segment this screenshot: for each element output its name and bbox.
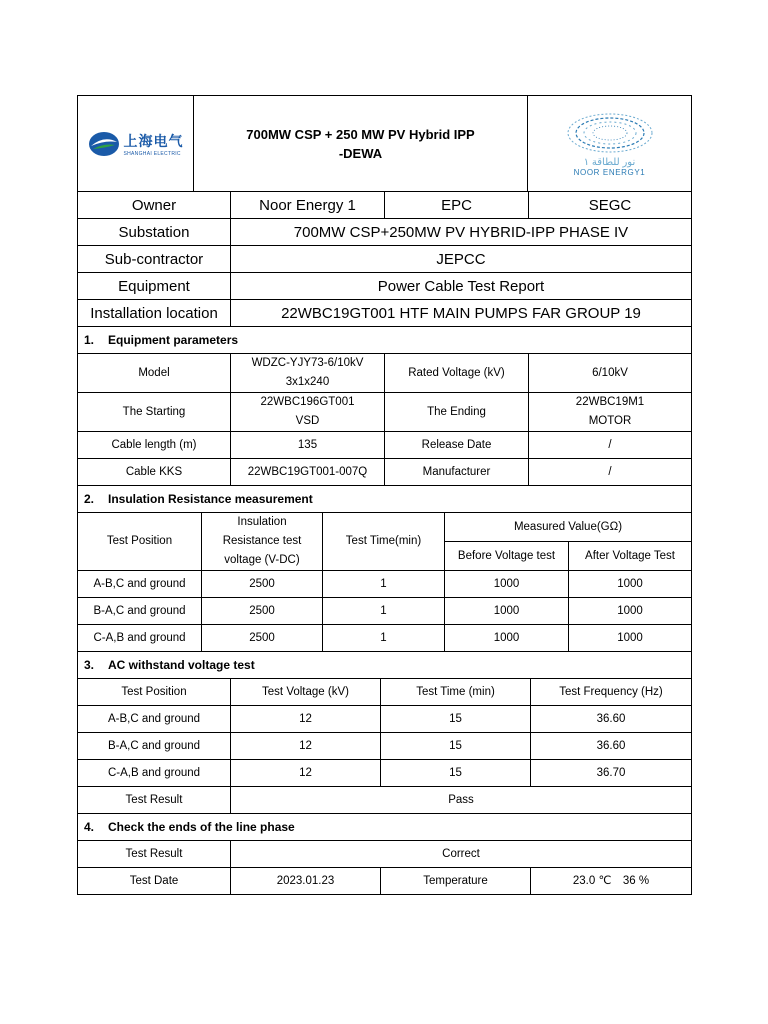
table-row — [78, 625, 692, 652]
manufacturer-label: Manufacturer — [385, 459, 529, 486]
table-row — [78, 571, 692, 598]
general-info-table — [77, 191, 692, 486]
phase-result-row — [78, 841, 692, 868]
section3-heading — [78, 652, 692, 679]
ac-time: 15 — [381, 733, 531, 760]
col-measured-value: Measured Value(GΩ) — [445, 513, 692, 542]
starting-value-line2: VSD — [295, 415, 320, 427]
ir-voltage: 2500 — [202, 598, 323, 625]
ir-time: 1 — [323, 571, 445, 598]
section2-title: Insulation Resistance measurement — [108, 492, 313, 506]
model-row — [78, 354, 692, 393]
temperature-value: 23.0 ℃ 36 % — [531, 868, 692, 895]
ir-after: 1000 — [569, 571, 692, 598]
temperature-label: Temperature — [381, 868, 531, 895]
cable-kks-row — [78, 459, 692, 486]
section2-heading — [78, 486, 692, 513]
manufacturer-value: / — [529, 459, 692, 486]
ending-value-line2: MOTOR — [588, 415, 632, 427]
col-ac-time: Test Time (min) — [381, 679, 531, 706]
epc-value: SEGC — [529, 192, 692, 219]
ir-after: 1000 — [569, 598, 692, 625]
ir-before: 1000 — [445, 598, 569, 625]
insulation-header-row — [78, 513, 692, 542]
ac-frequency: 36.60 — [531, 706, 692, 733]
client-logo-arabic: نور للطاقة ١ — [583, 156, 636, 168]
test-date-label: Test Date — [78, 868, 231, 895]
cable-length-value: 135 — [231, 432, 385, 459]
equipment-label: Equipment — [78, 273, 231, 300]
col-test-voltage-line3: voltage (V-DC) — [224, 554, 300, 566]
ac-time: 15 — [381, 760, 531, 787]
starting-value-line1: 22WBC196GT001 — [260, 396, 355, 408]
ir-time: 1 — [323, 625, 445, 652]
owner-value: Noor Energy 1 — [231, 192, 385, 219]
location-value: 22WBC19GT001 HTF MAIN PUMPS FAR GROUP 19 — [231, 300, 692, 327]
ac-withstand-table — [77, 651, 692, 895]
ending-value — [529, 393, 692, 432]
cable-kks-value: 22WBC19GT001-007Q — [231, 459, 385, 486]
test-report-sheet — [77, 95, 691, 895]
col-ac-position: Test Position — [78, 679, 231, 706]
section1-title: Equipment parameters — [108, 333, 239, 347]
client-logo-cell — [528, 96, 692, 192]
equipment-value: Power Cable Test Report — [231, 273, 692, 300]
section1-heading — [78, 327, 692, 354]
section4-number: 4. — [84, 820, 95, 834]
insulation-table — [77, 485, 692, 652]
table-row — [78, 760, 692, 787]
ac-voltage: 12 — [231, 733, 381, 760]
ac-frequency: 36.60 — [531, 733, 692, 760]
starting-label: The Starting — [78, 393, 231, 432]
epc-label: EPC — [385, 192, 529, 219]
phase-result-label: Test Result — [78, 841, 231, 868]
col-after-voltage: After Voltage Test — [569, 542, 692, 571]
starting-ending-row — [78, 393, 692, 432]
report-title-cell — [194, 96, 528, 192]
section4-title: Check the ends of the line phase — [108, 820, 295, 834]
col-test-voltage — [202, 513, 323, 571]
starting-value — [231, 393, 385, 432]
test-date-row — [78, 868, 692, 895]
col-ac-voltage: Test Voltage (kV) — [231, 679, 381, 706]
ac-time: 15 — [381, 706, 531, 733]
owner-row — [78, 192, 692, 219]
report-title-line1: 700MW CSP + 250 MW PV Hybrid IPP — [246, 126, 475, 142]
ir-time: 1 — [323, 598, 445, 625]
ending-label: The Ending — [385, 393, 529, 432]
model-value-line2: 3x1x240 — [285, 376, 330, 388]
rated-voltage-value: 6/10kV — [529, 354, 692, 393]
ac-voltage: 12 — [231, 706, 381, 733]
subcontractor-label: Sub-contractor — [78, 246, 231, 273]
ac-position: A-B,C and ground — [78, 706, 231, 733]
report-title-line2: -DEWA — [338, 145, 383, 161]
table-row — [78, 733, 692, 760]
section2-number: 2. — [84, 492, 95, 506]
location-label: Installation location — [78, 300, 231, 327]
col-ac-frequency: Test Frequency (Hz) — [531, 679, 692, 706]
section3-number: 3. — [84, 658, 95, 672]
company-logo-chinese: 上海电气 — [123, 132, 184, 149]
report-header — [77, 95, 692, 192]
release-date-value: / — [529, 432, 692, 459]
cable-kks-label: Cable KKS — [78, 459, 231, 486]
ac-result-label: Test Result — [78, 787, 231, 814]
ac-position: B-A,C and ground — [78, 733, 231, 760]
subcontractor-row — [78, 246, 692, 273]
col-test-voltage-line1: Insulation — [237, 516, 287, 528]
ir-voltage: 2500 — [202, 571, 323, 598]
table-row — [78, 598, 692, 625]
section1-number: 1. — [84, 333, 95, 347]
client-logo-english: NOOR ENERGY1 — [573, 167, 646, 177]
company-logo-cell — [78, 96, 194, 192]
location-row — [78, 300, 692, 327]
cable-length-label: Cable length (m) — [78, 432, 231, 459]
ir-after: 1000 — [569, 625, 692, 652]
test-date-value: 2023.01.23 — [231, 868, 381, 895]
ir-position: B-A,C and ground — [78, 598, 202, 625]
substation-row — [78, 219, 692, 246]
ac-position: C-A,B and ground — [78, 760, 231, 787]
company-logo-english: SHANGHAI ELECTRIC — [123, 150, 181, 157]
section4-heading — [78, 814, 692, 841]
ir-position: A-B,C and ground — [78, 571, 202, 598]
ir-position: C-A,B and ground — [78, 625, 202, 652]
ac-frequency: 36.70 — [531, 760, 692, 787]
ir-voltage: 2500 — [202, 625, 323, 652]
cable-length-row — [78, 432, 692, 459]
noor-energy-logo-icon — [565, 111, 655, 155]
substation-value: 700MW CSP+250MW PV HYBRID-IPP PHASE IV — [231, 219, 692, 246]
phase-result-value: Correct — [231, 841, 692, 868]
substation-label: Substation — [78, 219, 231, 246]
model-label: Model — [78, 354, 231, 393]
model-value-line1: WDZC-YJY73-6/10kV — [251, 357, 364, 369]
ac-result-row — [78, 787, 692, 814]
ending-value-line1: 22WBC19M1 — [575, 396, 645, 408]
col-before-voltage: Before Voltage test — [445, 542, 569, 571]
col-test-voltage-line2: Resistance test — [222, 535, 302, 547]
ir-before: 1000 — [445, 571, 569, 598]
ac-voltage: 12 — [231, 760, 381, 787]
equipment-row — [78, 273, 692, 300]
rated-voltage-label: Rated Voltage (kV) — [385, 354, 529, 393]
subcontractor-value: JEPCC — [231, 246, 692, 273]
ir-before: 1000 — [445, 625, 569, 652]
release-date-label: Release Date — [385, 432, 529, 459]
col-test-time: Test Time(min) — [323, 513, 445, 571]
ac-result-value: Pass — [231, 787, 692, 814]
shanghai-electric-logo-icon — [88, 131, 120, 157]
model-value — [231, 354, 385, 393]
ac-header-row — [78, 679, 692, 706]
table-row — [78, 706, 692, 733]
owner-label: Owner — [78, 192, 231, 219]
section3-title: AC withstand voltage test — [108, 658, 255, 672]
col-test-position: Test Position — [78, 513, 202, 571]
